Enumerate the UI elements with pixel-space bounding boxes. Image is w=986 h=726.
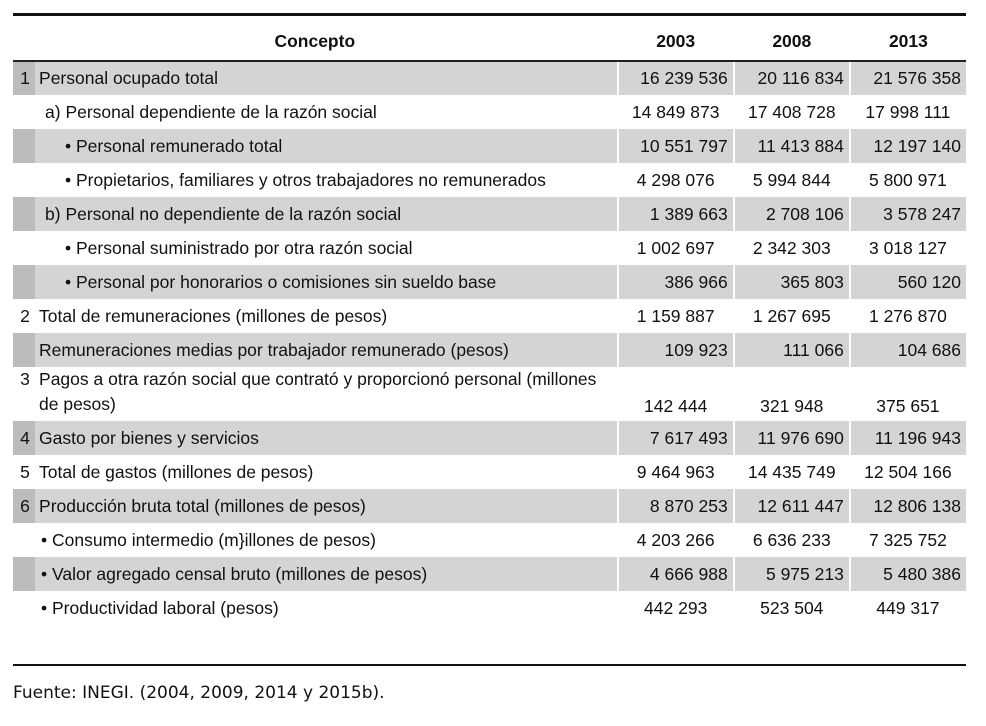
row-concept: b) Personal no dependiente de la razón social bbox=[35, 197, 618, 231]
row-value: 1 002 697 bbox=[636, 237, 715, 258]
row-value: 4 666 988 bbox=[618, 557, 734, 591]
row-concept: • Personal remunerado total bbox=[35, 129, 618, 163]
row-value: 3 018 127 bbox=[868, 237, 947, 258]
row-value: 1 276 870 bbox=[868, 305, 947, 326]
row-number bbox=[13, 557, 35, 591]
row-value: 442 293 bbox=[644, 597, 708, 618]
row-value: 7 325 752 bbox=[868, 529, 947, 550]
header-concepto: Concepto bbox=[13, 22, 618, 61]
row-value: 523 504 bbox=[760, 597, 824, 618]
row-value: 321 948 bbox=[760, 396, 824, 416]
row-number bbox=[13, 163, 35, 197]
row-value: 1 267 695 bbox=[752, 305, 831, 326]
table-row bbox=[13, 367, 966, 421]
table-row bbox=[13, 197, 966, 231]
row-concept: Total de remuneraciones (millones de pesos) bbox=[39, 305, 388, 326]
row-concept: • Propietarios, familiares y otros trabajadores no remunerados bbox=[65, 169, 546, 190]
table-row bbox=[13, 523, 966, 557]
table-row bbox=[13, 489, 966, 523]
table-row bbox=[13, 163, 966, 197]
cropped-title-fragment bbox=[340, 0, 650, 8]
row-value: 17 998 111 bbox=[865, 101, 951, 122]
row-number bbox=[13, 129, 35, 163]
row-concept: • Valor agregado censal bruto (millones de pesos) bbox=[35, 557, 618, 591]
row-number bbox=[13, 333, 35, 367]
row-value: 4 203 266 bbox=[636, 529, 715, 550]
table-row bbox=[13, 421, 966, 455]
row-number bbox=[13, 231, 35, 265]
row-concept: Personal ocupado total bbox=[35, 61, 618, 95]
table-row bbox=[13, 95, 966, 129]
header-year: 2008 bbox=[734, 22, 850, 61]
row-value: 5 480 386 bbox=[850, 557, 966, 591]
row-concept: • Personal suministrado por otra razón social bbox=[65, 237, 413, 258]
row-value: 109 923 bbox=[618, 333, 734, 367]
top-rule bbox=[13, 13, 966, 16]
row-number bbox=[13, 591, 35, 625]
row-number: 3 bbox=[20, 369, 30, 389]
row-concept: Gasto por bienes y servicios bbox=[35, 421, 618, 455]
row-value: 7 617 493 bbox=[618, 421, 734, 455]
row-value: 16 239 536 bbox=[618, 61, 734, 95]
row-value: 5 994 844 bbox=[752, 169, 831, 190]
row-concept: Total de gastos (millones de pesos) bbox=[39, 461, 314, 482]
row-number: 5 bbox=[20, 461, 30, 482]
row-number: 4 bbox=[13, 421, 35, 455]
header-year: 2013 bbox=[850, 22, 966, 61]
row-value: 4 298 076 bbox=[636, 169, 715, 190]
header-row bbox=[13, 22, 966, 61]
row-value: 11 413 884 bbox=[734, 129, 850, 163]
row-value: 375 651 bbox=[876, 396, 940, 416]
row-concept: • Personal por honorarios o comisiones sin sueldo base bbox=[35, 265, 618, 299]
row-value: 11 976 690 bbox=[734, 421, 850, 455]
row-value: 3 578 247 bbox=[850, 197, 966, 231]
row-value: 1 389 663 bbox=[618, 197, 734, 231]
row-value: 17 408 728 bbox=[747, 101, 836, 122]
row-value: 2 342 303 bbox=[752, 237, 831, 258]
row-number: 6 bbox=[13, 489, 35, 523]
row-value: 12 197 140 bbox=[850, 129, 966, 163]
row-value: 12 806 138 bbox=[850, 489, 966, 523]
row-number bbox=[13, 523, 35, 557]
table-row bbox=[13, 591, 966, 625]
row-number: 1 bbox=[13, 61, 35, 95]
row-value: 386 966 bbox=[618, 265, 734, 299]
row-value: 9 464 963 bbox=[636, 461, 715, 482]
row-value: 10 551 797 bbox=[618, 129, 734, 163]
row-value: 5 975 213 bbox=[734, 557, 850, 591]
row-concept: Producción bruta total (millones de pesos) bbox=[35, 489, 618, 523]
row-value: 449 317 bbox=[876, 597, 940, 618]
row-concept: Pagos a otra razón social que contrató y proporcionó personal (millones de pesos) bbox=[39, 369, 597, 414]
row-number: 2 bbox=[20, 305, 30, 326]
row-value: 5 800 971 bbox=[868, 169, 947, 190]
row-value: 12 611 447 bbox=[734, 489, 850, 523]
row-value: 11 196 943 bbox=[850, 421, 966, 455]
table-row bbox=[13, 299, 966, 333]
row-number bbox=[13, 197, 35, 231]
row-concept: Remuneraciones medias por trabajador remunerado (pesos) bbox=[35, 333, 618, 367]
row-number bbox=[13, 265, 35, 299]
row-concept: a) Personal dependiente de la razón social bbox=[45, 101, 377, 122]
source-note: Fuente: INEGI. (2004, 2009, 2014 y 2015b). bbox=[13, 683, 385, 703]
row-value: 104 686 bbox=[850, 333, 966, 367]
row-value: 2 708 106 bbox=[734, 197, 850, 231]
row-value: 14 435 749 bbox=[747, 461, 836, 482]
bottom-rule bbox=[13, 664, 966, 666]
row-value: 6 636 233 bbox=[752, 529, 831, 550]
row-value: 8 870 253 bbox=[618, 489, 734, 523]
row-concept: • Consumo intermedio (m}illones de pesos) bbox=[41, 529, 376, 550]
row-value: 21 576 358 bbox=[850, 61, 966, 95]
table-row bbox=[13, 231, 966, 265]
row-value: 1 159 887 bbox=[636, 305, 715, 326]
table-row bbox=[13, 129, 966, 163]
row-value: 12 504 166 bbox=[864, 461, 952, 482]
table-row bbox=[13, 557, 966, 591]
row-value: 111 066 bbox=[734, 333, 850, 367]
row-value: 20 116 834 bbox=[734, 61, 850, 95]
data-table bbox=[13, 22, 966, 625]
row-value: 142 444 bbox=[644, 396, 708, 416]
table-row bbox=[13, 333, 966, 367]
row-number bbox=[13, 95, 35, 129]
row-value: 560 120 bbox=[850, 265, 966, 299]
table-row bbox=[13, 455, 966, 489]
row-value: 14 849 873 bbox=[631, 101, 720, 122]
row-value: 365 803 bbox=[734, 265, 850, 299]
table-row bbox=[13, 61, 966, 95]
table-row bbox=[13, 265, 966, 299]
header-year: 2003 bbox=[618, 22, 734, 61]
row-concept: • Productividad laboral (pesos) bbox=[41, 597, 279, 618]
